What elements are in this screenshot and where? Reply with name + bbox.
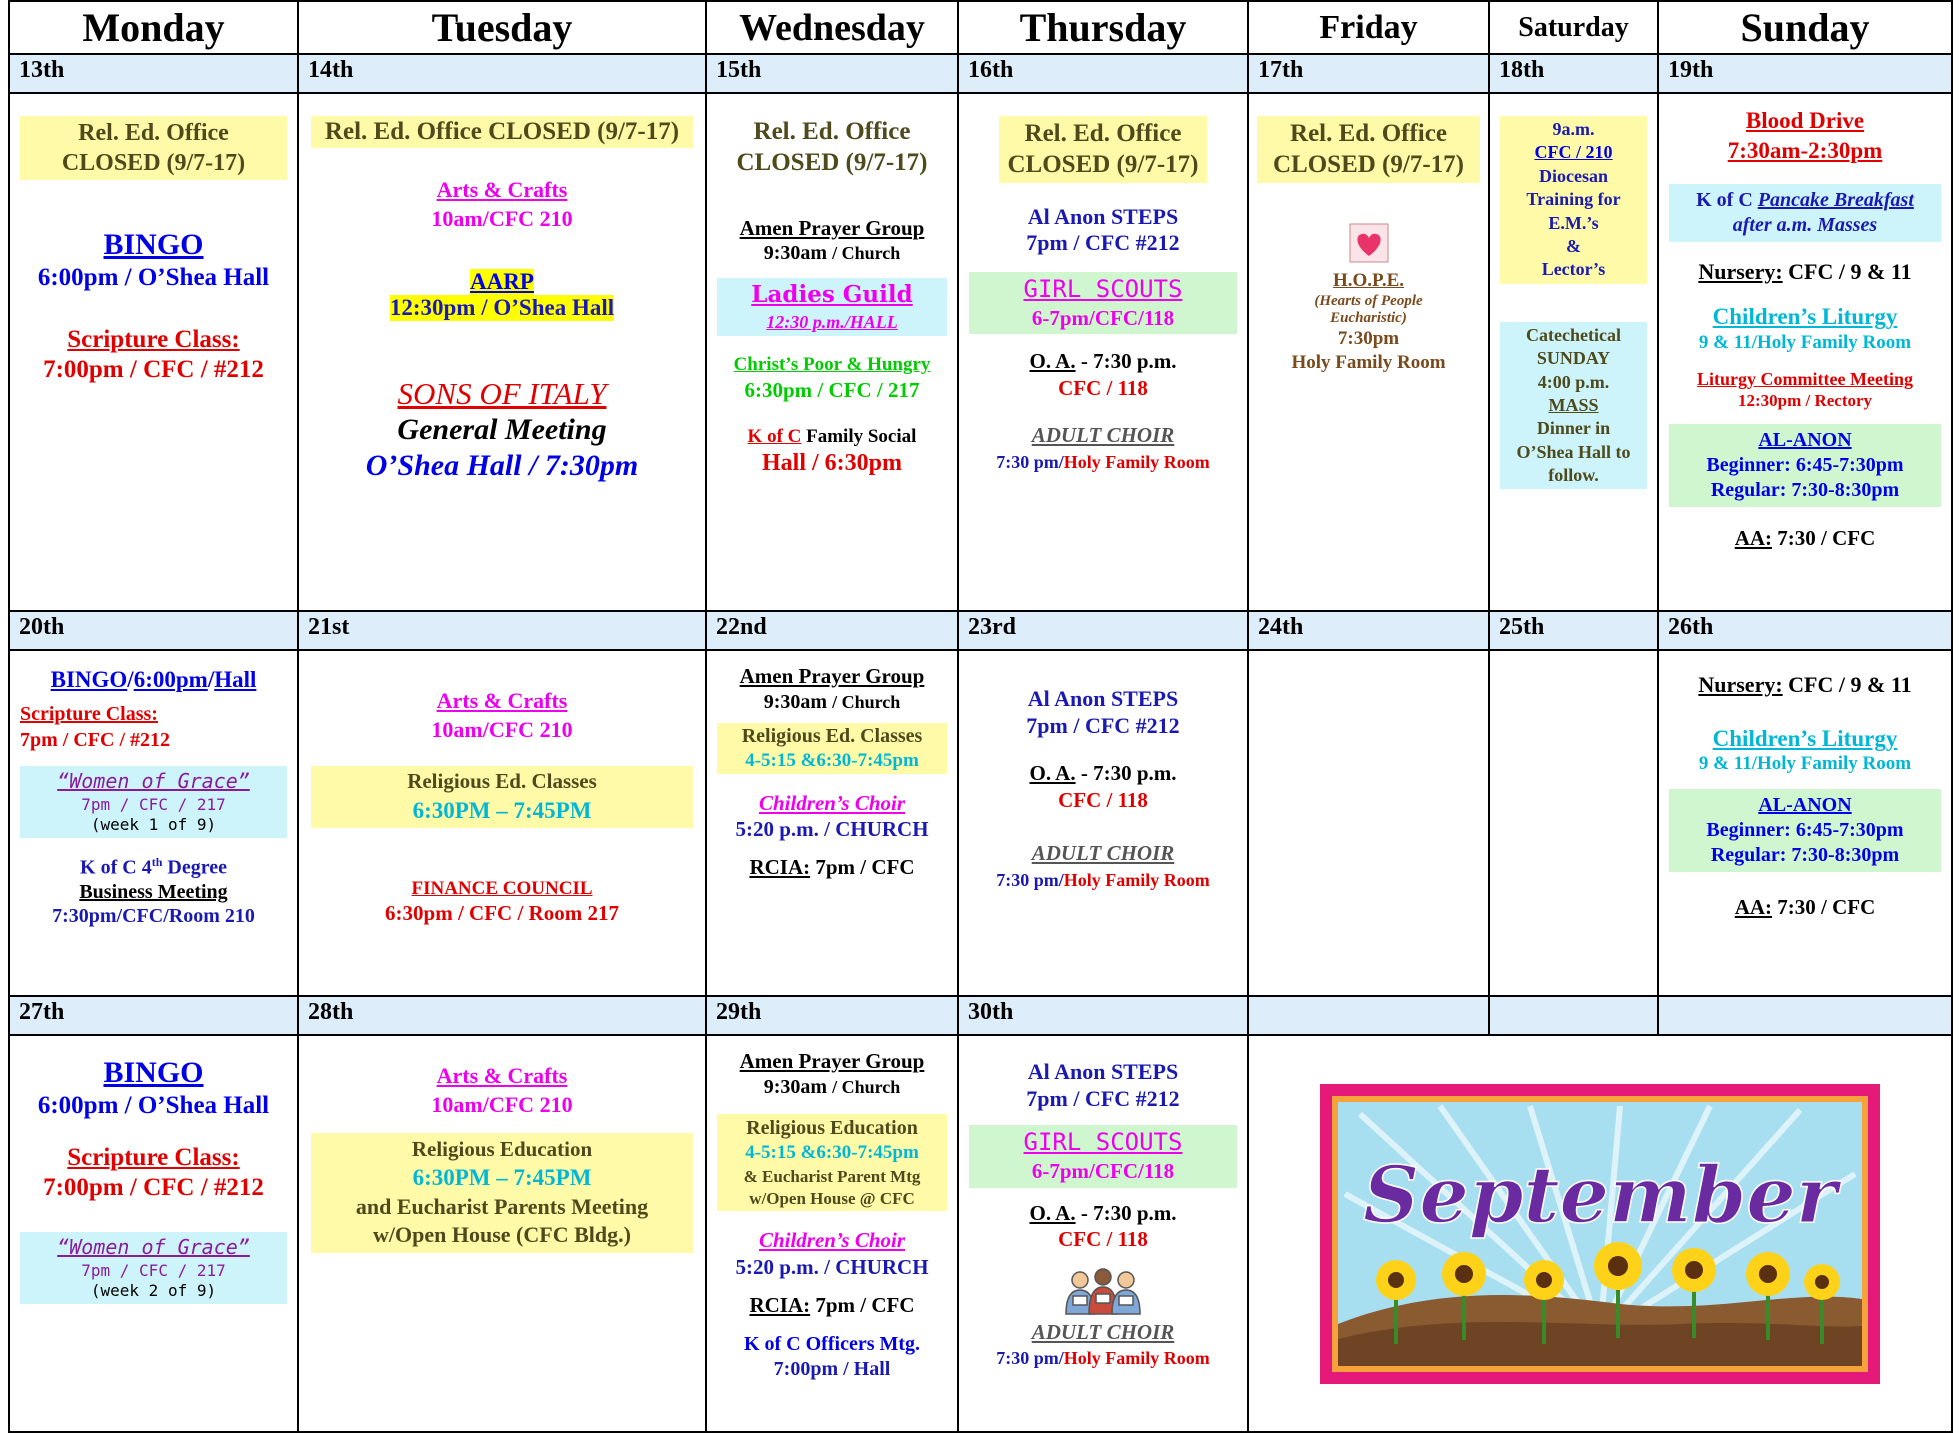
christs-poor-time: 6:30pm / CFC / 217 [744, 377, 920, 402]
finance-council-time: 6:30pm / CFC / Room 217 [385, 900, 619, 925]
day-header-sunday: Sunday [1658, 1, 1952, 54]
rel-ed-office-label: Rel. Ed. Office [753, 118, 911, 145]
scripture-class-title: Scripture Class: [67, 1143, 240, 1171]
aa-time: 7:30 / CFC [1772, 894, 1876, 919]
religious-education-block [311, 1133, 693, 1253]
day-header-monday: Monday [9, 1, 298, 54]
date-26: 26th [1658, 611, 1952, 650]
training-line3: E.M.’s [1548, 212, 1599, 233]
date-row-week1 [9, 54, 1952, 93]
choir-icon-wrap [959, 1266, 1247, 1321]
date-empty-3 [1658, 996, 1952, 1035]
pancake-breakfast-block [1669, 184, 1941, 242]
family-social-label: Family Social [801, 426, 917, 448]
al-anon-steps-time: 7pm / CFC #212 [1026, 1085, 1180, 1111]
amen-time: 9:30am [763, 1075, 828, 1098]
open-house-label: w/Open House (CFC Bldg.) [373, 1222, 631, 1248]
day-cell-17 [1248, 93, 1489, 611]
adult-choir-title: ADULT CHOIR [1031, 1319, 1175, 1344]
day-cell-22 [706, 650, 958, 996]
banner-word: September [1363, 1149, 1837, 1241]
oa-time: - 7:30 p.m. [1075, 349, 1177, 374]
kofc-officers-title: K of C Officers Mtg. [743, 1333, 921, 1356]
catechetical-line7: follow. [1548, 465, 1599, 486]
church-label: / Church [832, 1076, 901, 1097]
day-cell-30 [958, 1035, 1248, 1432]
rcia-label: RCIA: [749, 1292, 811, 1317]
slash-1: / [127, 667, 134, 692]
aarp-title: AARP [470, 269, 534, 295]
business-meeting-time: 7:30pm/CFC/Room 210 [52, 905, 255, 928]
bingo-title: BINGO [103, 228, 204, 261]
girl-scouts-time: 6-7pm/CFC/118 [1031, 305, 1175, 330]
slash-2: / [207, 667, 215, 692]
childrens-choir-time: 5:20 p.m. / CHURCH [735, 817, 929, 842]
amen-time: 9:30am [763, 690, 828, 713]
scripture-class-time: 7pm / CFC / #212 [20, 729, 170, 752]
amen-time: 9:30am [763, 242, 828, 265]
rcia-line [707, 1294, 957, 1318]
amen-prayer-time [707, 242, 957, 264]
date-empty-2 [1489, 996, 1658, 1035]
scripture-class-time: 7:00pm / CFC / #212 [43, 355, 264, 383]
general-meeting-label: General Meeting [397, 413, 607, 447]
eucharist-parents-meeting: and Eucharist Parents Meeting [355, 1194, 649, 1220]
choir-room: Holy Family Room [1063, 451, 1210, 472]
day-cell-21 [298, 650, 706, 996]
hope-time: 7:30pm [1337, 328, 1400, 350]
al-anon-steps-time: 7pm / CFC #212 [1026, 230, 1180, 256]
date-row-week3 [9, 996, 1952, 1035]
september-banner-cell [1248, 1035, 1952, 1432]
scripture-class-title: Scripture Class: [20, 702, 158, 725]
bingo-time: 6:00pm / O’Shea Hall [37, 263, 270, 291]
day-cell-13 [9, 93, 298, 611]
bingo-label: BINGO [50, 667, 128, 692]
arts-crafts-title: Arts & Crafts [436, 177, 568, 202]
bingo-title: BINGO [103, 1056, 204, 1089]
girl-scouts-title: GIRL SCOUTS [1023, 274, 1183, 303]
date-16: 16th [958, 54, 1248, 93]
blood-drive-title: Blood Drive [1745, 108, 1865, 133]
sons-of-italy-place: O’Shea Hall / 7:30pm [365, 449, 639, 483]
day-header-row [9, 1, 1952, 54]
day-header-thursday: Thursday [958, 1, 1248, 54]
religious-education-time: 4-5:15 &6:30-7:45pm [745, 1141, 919, 1163]
oa-room: CFC / 118 [1058, 1227, 1148, 1252]
amen-prayer-time [707, 1076, 957, 1098]
nursery-line [1659, 260, 1951, 285]
date-13: 13th [9, 54, 298, 93]
nursery-time: CFC / 9 & 11 [1782, 672, 1912, 697]
rel-ed-closed-notice [999, 116, 1207, 183]
religious-education-title: Religious Education [746, 1116, 918, 1139]
hope-room: Holy Family Room [1291, 351, 1446, 373]
events-row-week2 [9, 650, 1952, 996]
al-anon-steps-title: Al Anon STEPS [1027, 686, 1179, 711]
day-cell-25 [1489, 650, 1658, 996]
bingo-time: 6:00pm / O’Shea Hall [37, 1091, 270, 1119]
date-empty-1 [1248, 996, 1489, 1035]
day-cell-18 [1489, 93, 1658, 611]
week-count: (week 1 of 9) [90, 814, 217, 834]
choir-time: 7:30 pm/ [996, 869, 1064, 890]
catechetical-line3: 4:00 p.m. [1537, 371, 1610, 392]
heart-icon-wrap [1249, 223, 1488, 268]
rel-ed-closed-notice [713, 116, 951, 179]
choir-singers-icon [1058, 1266, 1148, 1316]
adult-choir-time [959, 870, 1247, 890]
hope-subtitle: (Hearts of People Eucharistic) [1314, 292, 1423, 326]
blood-drive-time: 7:30am-2:30pm [1727, 137, 1883, 163]
childrens-liturgy-title: Children’s Liturgy [1712, 725, 1898, 751]
oa-line [959, 762, 1247, 786]
al-anon-block [1669, 424, 1941, 507]
adult-choir-title: ADULT CHOIR [1031, 423, 1175, 448]
day-cell-27 [9, 1035, 298, 1432]
date-15: 15th [706, 54, 958, 93]
oa-label: O. A. [1029, 1200, 1076, 1225]
aa-time: 7:30 / CFC [1772, 526, 1876, 551]
nursery-line [1659, 673, 1951, 698]
rel-ed-office-label: Rel. Ed. Office [1290, 120, 1447, 147]
oa-time: - 7:30 p.m. [1075, 1200, 1177, 1225]
al-anon-regular: Regular: 7:30-8:30pm [1710, 479, 1900, 502]
rcia-label: RCIA: [749, 854, 811, 879]
day-cell-29 [706, 1035, 958, 1432]
amen-prayer-title: Amen Prayer Group [739, 1049, 925, 1073]
training-time: 9a.m. [1552, 119, 1595, 139]
al-anon-title: AL-ANON [1758, 429, 1852, 452]
rcia-line [707, 856, 957, 880]
aa-line [1659, 527, 1951, 551]
training-line4: Lector’s [1541, 259, 1606, 280]
open-house-label: w/Open House @ CFC [749, 1189, 915, 1209]
oa-label: O. A. [1029, 761, 1076, 786]
al-anon-steps-title: Al Anon STEPS [1027, 203, 1179, 229]
religious-ed-classes-block [717, 723, 947, 774]
degree-label: Degree [162, 856, 227, 879]
childrens-liturgy-time: 9 & 11/Holy Family Room [1698, 753, 1912, 775]
catechetical-sunday-block [1500, 322, 1647, 490]
day-header-wednesday: Wednesday [706, 1, 958, 54]
religious-ed-classes-time: 6:30PM – 7:45PM [412, 797, 592, 823]
aa-line [1659, 896, 1951, 920]
week-count: (week 2 of 9) [90, 1280, 217, 1300]
heart-icon [1349, 223, 1389, 263]
kofc-label: K of C [1696, 188, 1758, 211]
liturgy-committee-time: 12:30pm / Rectory [1737, 391, 1873, 411]
religious-ed-classes-title: Religious Ed. Classes [407, 769, 597, 794]
arts-crafts-time: 10am/CFC 210 [431, 716, 573, 742]
oa-line [959, 1202, 1247, 1226]
girl-scouts-block [969, 1125, 1237, 1187]
after-masses-label: after a.m. Masses [1732, 213, 1878, 236]
religious-education-time: 6:30PM – 7:45PM [412, 1165, 592, 1191]
religious-education-block [717, 1114, 947, 1212]
arts-crafts-time: 10am/CFC 210 [431, 205, 573, 231]
women-of-grace-block [20, 766, 287, 838]
date-29: 29th [706, 996, 958, 1035]
choir-time: 7:30 pm/ [996, 451, 1064, 472]
ladies-guild-block [717, 278, 947, 336]
rel-ed-closed-notice [1257, 116, 1480, 183]
religious-ed-classes-time: 4-5:15 &6:30-7:45pm [745, 750, 919, 772]
date-17: 17th [1248, 54, 1489, 93]
church-label: / Church [832, 691, 901, 712]
date-27: 27th [9, 996, 298, 1035]
arts-crafts-title: Arts & Crafts [436, 688, 568, 713]
catechetical-mass: MASS [1548, 394, 1599, 415]
calendar-grid [8, 0, 1953, 1433]
diocesan-training-block [1500, 116, 1647, 284]
events-row-week3 [9, 1035, 1952, 1432]
christs-poor-title: Christ’s Poor & Hungry [733, 354, 931, 376]
day-cell-20 [9, 650, 298, 996]
aarp-block [299, 269, 705, 321]
al-anon-beginner: Beginner: 6:45-7:30pm [1706, 818, 1904, 841]
finance-council-title: FINANCE COUNCIL [411, 877, 593, 899]
day-cell-14 [298, 93, 706, 611]
al-anon-steps-title: Al Anon STEPS [1027, 1059, 1179, 1084]
nursery-label: Nursery: [1698, 672, 1783, 697]
oa-time: - 7:30 p.m. [1075, 761, 1177, 786]
date-21: 21st [298, 611, 706, 650]
events-row-week1 [9, 93, 1952, 611]
childrens-liturgy-time: 9 & 11/Holy Family Room [1698, 331, 1912, 353]
amen-prayer-time [707, 691, 957, 713]
th-sup: th [151, 854, 163, 869]
adult-choir-time [959, 452, 1247, 472]
religious-education-title: Religious Education [411, 1137, 593, 1162]
day-cell-15 [706, 93, 958, 611]
date-14: 14th [298, 54, 706, 93]
oa-room: CFC / 118 [1058, 787, 1148, 812]
day-cell-28 [298, 1035, 706, 1432]
catechetical-line2: SUNDAY [1536, 348, 1611, 369]
religious-ed-classes-block [311, 766, 693, 827]
nursery-time: CFC / 9 & 11 [1782, 258, 1912, 284]
women-of-grace-title: “Women of Grace” [57, 1234, 250, 1259]
date-28: 28th [298, 996, 706, 1035]
day-cell-16 [958, 93, 1248, 611]
training-line2: Training for [1526, 189, 1621, 210]
closed-label: CLOSED (9/7-17) [736, 149, 928, 177]
kofc-4-label: K of C 4 [80, 856, 152, 879]
church-label: / Church [832, 243, 901, 264]
date-30: 30th [958, 996, 1248, 1035]
catechetical-line6: O’Shea Hall to [1516, 441, 1631, 462]
rcia-time: 7pm / CFC [810, 854, 915, 879]
date-22: 22nd [706, 611, 958, 650]
choir-room: Holy Family Room [1063, 869, 1210, 890]
childrens-choir-time: 5:20 p.m. / CHURCH [735, 1255, 929, 1279]
bingo-time: 6:00pm [133, 667, 208, 692]
nursery-label: Nursery: [1698, 258, 1783, 284]
training-room: CFC / 210 [1534, 142, 1613, 163]
al-anon-title: AL-ANON [1758, 793, 1852, 816]
al-anon-steps-time: 7pm / CFC #212 [1026, 712, 1180, 738]
date-18: 18th [1489, 54, 1658, 93]
girl-scouts-time: 6-7pm/CFC/118 [1031, 1159, 1175, 1184]
day-cell-23 [958, 650, 1248, 996]
kofc-4th-degree [10, 856, 297, 879]
oa-line [959, 350, 1247, 374]
day-cell-24 [1248, 650, 1489, 996]
bingo-line [10, 667, 297, 693]
eucharist-parent-mtg: & Eucharist Parent Mtg [743, 1166, 921, 1186]
rel-ed-office-label: Rel. Ed. Office [78, 120, 229, 146]
women-of-grace-block [20, 1232, 287, 1304]
family-social-time: Hall / 6:30pm [761, 450, 902, 477]
training-amp: & [1566, 235, 1581, 256]
al-anon-block [1669, 789, 1941, 872]
date-25: 25th [1489, 611, 1658, 650]
day-cell-26 [1658, 650, 1952, 996]
aa-label: AA: [1734, 894, 1773, 919]
sons-of-italy-title: SONS OF ITALY [397, 375, 607, 411]
arts-crafts-title: Arts & Crafts [436, 1063, 568, 1088]
scripture-class-time: 7:00pm / CFC / #212 [43, 1173, 264, 1201]
catechetical-line5: Dinner in [1536, 418, 1611, 439]
rel-ed-closed-notice: Rel. Ed. Office CLOSED (9/7-17) [311, 116, 693, 148]
rcia-time: 7pm / CFC [810, 1292, 915, 1317]
rel-ed-closed-notice [20, 116, 287, 180]
kofc-label: K of C [747, 426, 802, 448]
liturgy-committee-title: Liturgy Committee Meeting [1697, 369, 1913, 390]
kofc-social-line [707, 426, 957, 447]
catechetical-line1: Catechetical [1526, 324, 1621, 345]
september-sunflowers-banner [1320, 1084, 1880, 1384]
date-23: 23rd [958, 611, 1248, 650]
closed-label: CLOSED (9/7-17) [1273, 151, 1464, 179]
al-anon-beginner: Beginner: 6:45-7:30pm [1706, 454, 1904, 477]
aa-label: AA: [1734, 526, 1773, 551]
scripture-class-title: Scripture Class: [67, 325, 240, 353]
amen-prayer-title: Amen Prayer Group [739, 215, 925, 240]
date-19: 19th [1658, 54, 1952, 93]
date-24: 24th [1248, 611, 1489, 650]
rel-ed-office-label: Rel. Ed. Office [1024, 120, 1182, 147]
ladies-guild-title: Ladies Guild [751, 281, 913, 309]
bingo-place: Hall [214, 667, 257, 692]
date-row-week2 [9, 611, 1952, 650]
aarp-time: 12:30pm / O’Shea Hall [389, 295, 615, 320]
business-meeting-title: Business Meeting [79, 880, 228, 903]
pancake-title: Pancake Breakfast [1757, 188, 1914, 211]
girl-scouts-block [969, 272, 1237, 334]
closed-label: CLOSED (9/7-17) [61, 150, 246, 176]
kofc-officers-time: 7:00pm / Hall [773, 1358, 891, 1381]
adult-choir-time [959, 1348, 1247, 1368]
day-header-friday: Friday [1248, 1, 1489, 54]
women-of-grace-time: 7pm / CFC / 217 [81, 794, 226, 814]
religious-ed-classes-title: Religious Ed. Classes [741, 724, 923, 747]
choir-time: 7:30 pm/ [996, 1348, 1064, 1369]
women-of-grace-time: 7pm / CFC / 217 [81, 1260, 226, 1280]
day-header-tuesday: Tuesday [298, 1, 706, 54]
oa-room: CFC / 118 [1058, 375, 1148, 400]
training-line1: Diocesan [1539, 165, 1608, 186]
amen-prayer-title: Amen Prayer Group [739, 664, 925, 688]
closed-label: CLOSED (9/7-17) [1007, 151, 1199, 179]
women-of-grace-title: “Women of Grace” [57, 768, 250, 793]
childrens-liturgy-title: Children’s Liturgy [1712, 304, 1898, 330]
hope-title: H.O.P.E. [1332, 269, 1405, 291]
childrens-choir-title: Children’s Choir [758, 1228, 906, 1253]
oa-label: O. A. [1029, 349, 1076, 374]
date-20: 20th [9, 611, 298, 650]
choir-room: Holy Family Room [1063, 1348, 1210, 1369]
girl-scouts-title: GIRL SCOUTS [1023, 1128, 1183, 1157]
day-cell-19 [1658, 93, 1952, 611]
al-anon-regular: Regular: 7:30-8:30pm [1710, 843, 1900, 866]
arts-crafts-time: 10am/CFC 210 [431, 1091, 573, 1117]
adult-choir-title: ADULT CHOIR [1031, 841, 1175, 866]
day-header-saturday: Saturday [1489, 1, 1658, 54]
ladies-guild-time: 12:30 p.m./HALL [766, 312, 898, 333]
childrens-choir-title: Children’s Choir [758, 790, 906, 815]
